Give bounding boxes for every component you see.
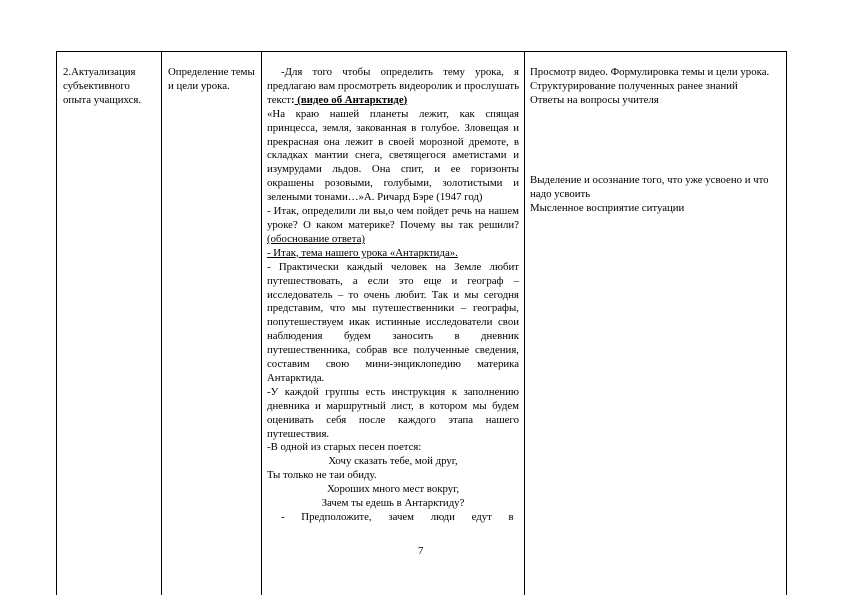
song-line-4: Зачем ты едешь в Антарктиду? — [321, 497, 465, 510]
song-line-3: Хороших много мест вокруг, — [326, 483, 460, 496]
student-block1-line2: Ответы на вопросы учителя — [530, 93, 659, 106]
question-paragraph — [267, 205, 519, 247]
topic-paragraph: - Итак, тема нашего урока «Антарктида». — [267, 246, 458, 259]
student-block2-line1: Выделение и осознание того, что уже усвоено и что надо усвоить — [530, 173, 769, 200]
goal-cell — [168, 66, 258, 94]
teacher-activity-cell — [267, 66, 519, 525]
last-line: - Предположите, зачем люди едут в — [281, 511, 514, 523]
quote-paragraph: «На краю нашей планеты лежит, как спящая принцесса, земля, закованная в голубое. Зловещая и прекрасная она лежит в своей морозной дремоте, в складках мантии снега, светящегося аметистами и изумрудами льдов. Она спит, и ее горизонты окрашены розовыми, голубыми, золотистыми и зелеными тонами…»А. Ричард Бэре (1947 год) — [267, 107, 519, 204]
table-left-border — [56, 51, 57, 595]
student-block2-line2: Мысленное восприятие ситуации — [530, 201, 685, 214]
column-divider-1 — [161, 51, 162, 595]
goal-text: Определение темы и цели урока. — [168, 66, 255, 92]
song-line-2: Ты только не таи обиду. — [267, 469, 377, 482]
table-top-border — [56, 51, 787, 52]
video-link[interactable]: (видео об Антарктиде) — [294, 93, 408, 106]
question-text: - Итак, определили ли вы,о чем пойдет речь на нашем уроке? О каком материке? Почему вы так решили? — [267, 205, 519, 231]
stage-text: 2.Актуализация субъективного опыта учащихся. — [63, 66, 142, 106]
table-right-border — [786, 51, 787, 595]
intro-paragraph — [267, 66, 519, 108]
page-number: 7 — [418, 545, 424, 557]
column-divider-3 — [524, 51, 525, 595]
intro-colon: : — [291, 93, 295, 106]
column-divider-2 — [261, 51, 262, 595]
spacer — [530, 108, 780, 174]
groups-paragraph: -У каждой группы есть инструкция к заполнению дневника и маршрутный лист, в котором мы будем оценивать себя после каждого этапа нашего путешествия. — [267, 385, 519, 440]
song-line-1: Хочу сказать тебе, мой друг, — [328, 455, 458, 468]
song-intro: -В одной из старых песен поется: — [267, 441, 422, 454]
student-block1-line1: Просмотр видео. Формулировка темы и цели урока. Структурирование полученных ранее знаний — [530, 66, 770, 92]
travel-paragraph: - Практически каждый человек на Земле любит путешествовать, а если это еще и географ – исследователь – то очень любит. Так и мы сегодня представим, что мы путешественники – географы, попутешествуем икак истинные исследователи свои наблюдения будем заносить в дневник путешественника, собрав все полученные сведения, составим свою мини-энциклопедию материка Антарктида. — [267, 260, 519, 384]
intro-text: -Для того чтобы определить тему урока, я предлагаю вам просмотреть видеоролик и прослушать текст — [267, 66, 519, 106]
question-link: (обоснование ответа) — [267, 232, 365, 245]
stage-cell — [63, 66, 155, 108]
student-activity-cell — [530, 66, 780, 215]
